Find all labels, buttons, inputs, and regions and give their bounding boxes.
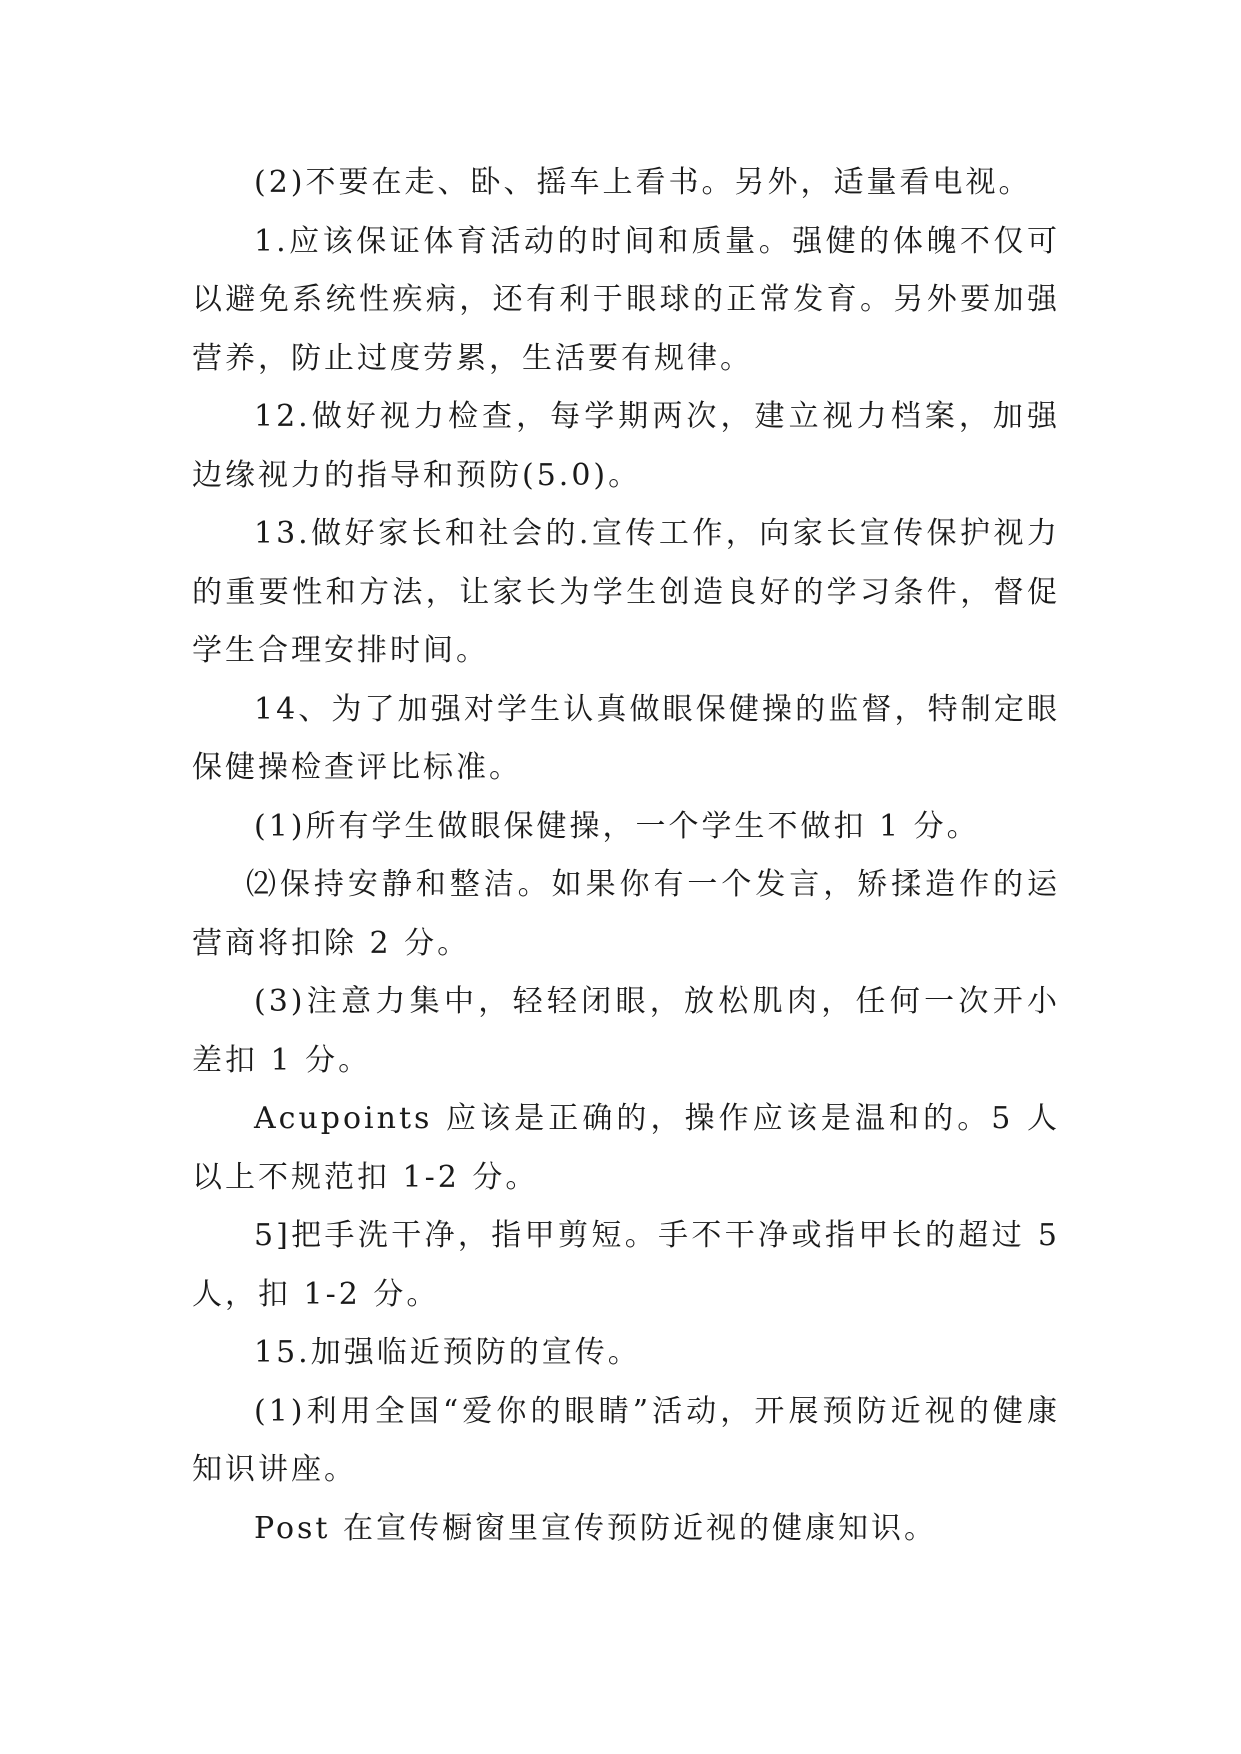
paragraph-item-15-publicity: 15.加强临近预防的宣传。 bbox=[254, 1335, 641, 1370]
paragraph-rule-5-hands: 5]把手洗干净，指甲剪短。手不干净或指甲长的超过 5 人，扣 1-2 分。 bbox=[192, 1218, 1060, 1312]
document-body bbox=[192, 154, 1060, 1558]
paragraph-item-13-parent-outreach: 13.做好家长和社会的.宣传工作，向家长宣传保护视力的重要性和方法，让家长为学生创造良好的学习条件，督促学生合理安排时间。 bbox=[192, 516, 1060, 668]
paragraph-publicity-1-lecture: (1)利用全国“爱你的眼睛”活动，开展预防近视的健康知识讲座。 bbox=[192, 1393, 1060, 1487]
paragraph-rule-3: (3)注意力集中，轻轻闭眼，放松肌肉，任何一次开小差扣 1 分。 bbox=[192, 984, 1060, 1078]
paragraph-item-1-exercise: 1.应该保证体育活动的时间和质量。强健的体魄不仅可以避免系统性疾病，还有利于眼球的正常发育。另外要加强营养，防止过度劳累，生活要有规律。 bbox=[192, 223, 1060, 376]
paragraph-item-12-vision-check: 12.做好视力检查，每学期两次，建立视力档案，加强边缘视力的指导和预防(5.0)。 bbox=[192, 399, 1060, 493]
paragraph-reading-posture: (2)不要在走、卧、摇车上看书。另外，适量看电视。 bbox=[254, 165, 1032, 200]
paragraph-rule-2: ⑵保持安静和整洁。如果你有一个发言，矫揉造作的运营商将扣除 2 分。 bbox=[192, 867, 1060, 961]
paragraph-rule-1: (1)所有学生做眼保健操，一个学生不做扣 1 分。 bbox=[254, 808, 980, 844]
paragraph-publicity-post: Post 在宣传橱窗里宣传预防近视的健康知识。 bbox=[254, 1510, 938, 1546]
paragraph-item-14-eye-exercise-standard: 14、为了加强对学生认真做眼保健操的监督，特制定眼保健操检查评比标准。 bbox=[192, 691, 1060, 785]
paragraph-rule-acupoints: Acupoints 应该是正确的，操作应该是温和的。5 人以上不规范扣 1-2 分。 bbox=[192, 1101, 1060, 1195]
